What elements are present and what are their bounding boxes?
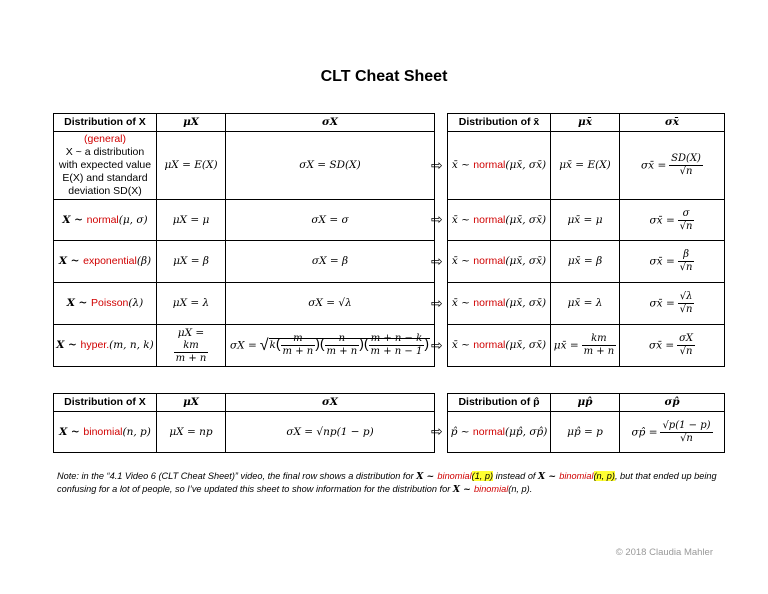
- header-distribution-phat: Distribution of p̂: [448, 394, 551, 412]
- exponential-mu-xbar: μx̄ = β: [551, 241, 620, 283]
- arrow-icon: ⇨: [431, 337, 443, 354]
- normal-xbar-dist: x̄ ~ normal(μx̄, σx̄): [448, 200, 551, 241]
- header-mu-x: μX: [157, 114, 226, 132]
- header-sigma-xbar: σx̄: [620, 114, 725, 132]
- arrow-icon: ⇨: [431, 424, 443, 440]
- page-title: CLT Cheat Sheet: [320, 68, 448, 85]
- row-binomial-distribution: X ~ binomial(n, p): [54, 412, 157, 453]
- header-mu-x: μX: [157, 394, 226, 412]
- binomial-mu-phat: μp̂ = p: [551, 412, 620, 453]
- hyper-mu: μX = $\frac{km}{m + n}$: [157, 325, 226, 367]
- general-desc-3: E(X) and standard: [62, 172, 148, 184]
- hyper-mu-xbar: μx̄ = $\frac{km}{m + n}$: [551, 325, 620, 367]
- clt-table-xbar: [53, 113, 725, 367]
- arrow-icon: ⇨: [431, 253, 443, 270]
- header-sigma-x: σX: [226, 394, 435, 412]
- general-label: (general): [83, 133, 127, 145]
- poisson-sigma-xbar: σx̄ = $\frac{√\lambda}{√n}$: [620, 283, 725, 325]
- arrow-icon: ⇨: [431, 157, 443, 174]
- exponential-sigma: σX = β: [226, 241, 435, 283]
- arrow-icon: ⇨: [431, 212, 443, 228]
- header-sigma-x: σX: [226, 114, 435, 132]
- copyright-text: © 2018 Claudia Mahler: [615, 547, 713, 558]
- header-distribution-x: Distribution of X: [54, 114, 157, 132]
- exponential-xbar-dist: x̄ ~ normal(μx̄, σx̄): [448, 241, 551, 283]
- hyper-sigma: σX = √k( $\frac{m}{m + n}$ )( $\frac{n}{m + n}$ )( $\frac{m + n - k}{m + n - 1}$ ): [226, 325, 435, 367]
- header-mu-xbar: μx̄: [551, 114, 620, 132]
- header-mu-phat: μp̂: [551, 394, 620, 412]
- row-poisson-distribution: X ~ Poisson(λ): [54, 283, 157, 325]
- general-desc-2: with expected value: [58, 159, 152, 171]
- poisson-sigma: σX = √λ: [226, 283, 435, 325]
- binomial-sigma: σX = √np(1 − p): [226, 412, 435, 453]
- poisson-mu: μX = λ: [157, 283, 226, 325]
- exponential-sigma-xbar: σx̄ = $\frac{\beta}{√n}$: [620, 241, 725, 283]
- normal-mu: μX = μ: [157, 200, 226, 241]
- gap-cell: [435, 394, 448, 412]
- gap-cell: [435, 114, 448, 132]
- poisson-mu-xbar: μx̄ = λ: [551, 283, 620, 325]
- poisson-xbar-dist: x̄ ~ normal(μx̄, σx̄): [448, 283, 551, 325]
- general-sigma: σX = SD(X): [226, 132, 435, 200]
- binomial-sigma-phat: σp̂ = $\frac{√p(1 - p)}{√n}$: [620, 412, 725, 453]
- hyper-xbar-dist: x̄ ~ normal(μx̄, σx̄): [448, 325, 551, 367]
- hyper-sigma-xbar: σx̄ = $\frac{\sigma X}{√n}$: [620, 325, 725, 367]
- row-normal-distribution: X ~ normal(μ, σ): [54, 200, 157, 241]
- normal-mu-xbar: μx̄ = μ: [551, 200, 620, 241]
- general-xbar-dist: x̄ ~ normal(μx̄, σx̄): [448, 132, 551, 200]
- update-note: Note: in the “4.1 Video 6 (CLT Cheat Sheet)” video, the final row shows a distribution for X ~ binomial(1, p) instead of X ~ binomial(n, p), but that ended up being confusing for a lot of people, so I’ve updated this sheet to show information for the distribution for X ~ binomial(n, p).: [57, 471, 717, 495]
- normal-sigma-xbar: σx̄ = $\frac{\sigma}{√n}$: [620, 200, 725, 241]
- header-distribution-x: Distribution of X: [54, 394, 157, 412]
- clt-table-phat: [53, 393, 725, 453]
- general-desc-4: deviation SD(X): [68, 185, 142, 197]
- normal-sigma: σX = σ: [226, 200, 435, 241]
- header-distribution-xbar: Distribution of x̄: [448, 114, 551, 132]
- exponential-mu: μX = β: [157, 241, 226, 283]
- row-exponential-distribution: X ~ exponential(β): [54, 241, 157, 283]
- header-sigma-phat: σp̂: [620, 394, 725, 412]
- general-mu-xbar: μx̄ = E(X): [551, 132, 620, 200]
- general-sigma-xbar: σx̄ = $\frac{SD(X)}{√n}$: [620, 132, 725, 200]
- row-hyper-distribution: X ~ hyper.(m, n, k): [54, 325, 157, 367]
- binomial-phat-dist: p̂ ~ normal(μp̂, σp̂): [448, 412, 551, 453]
- binomial-mu: μX = np: [157, 412, 226, 453]
- arrow-icon: ⇨: [431, 295, 443, 312]
- general-mu: μX = E(X): [157, 132, 226, 200]
- row-general-distribution: [54, 132, 157, 200]
- general-desc-1: X ~ a distribution: [65, 146, 145, 158]
